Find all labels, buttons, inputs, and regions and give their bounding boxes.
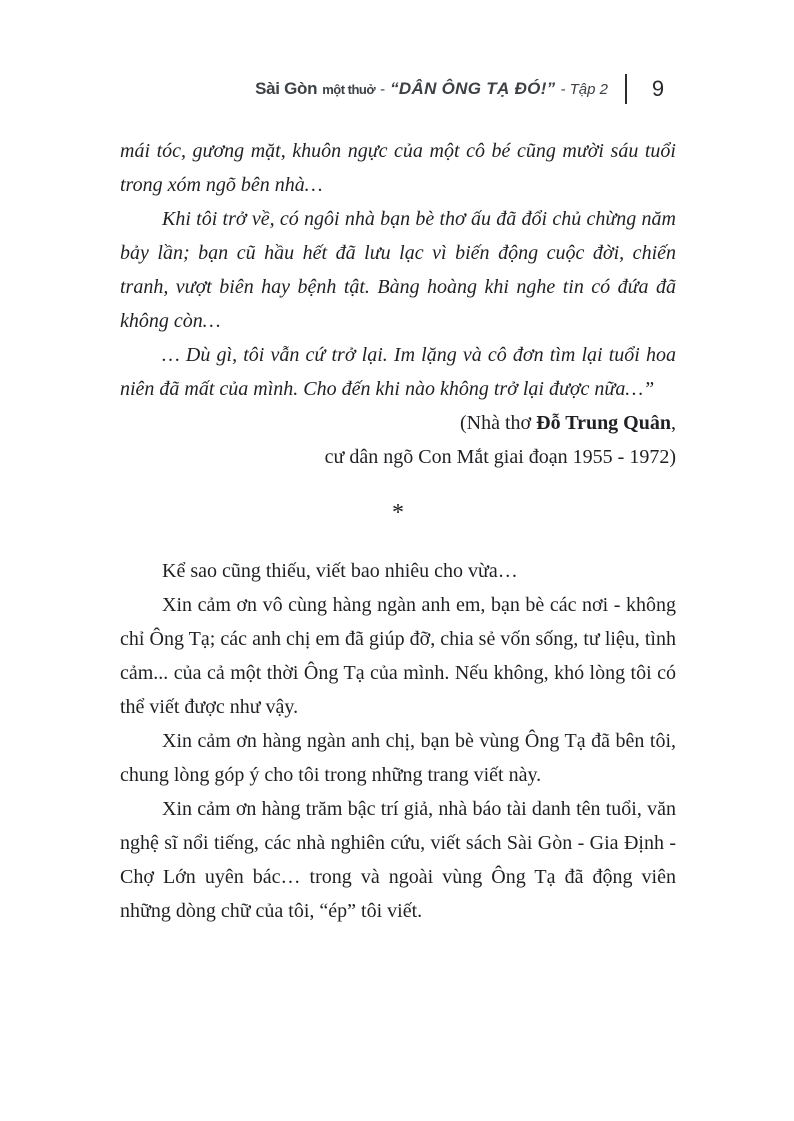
attribution-detail: cư dân ngõ Con Mắt giai đoạn 1955 - 1972) xyxy=(324,446,676,468)
quote-paragraph: Khi tôi trở về, có ngôi nhà bạn bè thơ ấu đã đổi chủ chừng năm bảy lần; bạn cũ hầu hết đã lưu lạc vì biến động cuộc đời, chiến tranh, vượt biên hay bệnh tật. Bàng hoàng khi nghe tin có đứa đã không còn… xyxy=(120,208,676,332)
book-title: “DÂN ÔNG TẠ ĐÓ!” xyxy=(390,79,556,98)
series-title-script: một thuở xyxy=(322,82,376,97)
body-paragraph: Xin cảm ơn vô cùng hàng ngàn anh em, bạn bè các nơi - không chỉ Ông Tạ; các anh chị em đã giúp đỡ, chia sẻ vốn sống, tư liệu, tình cảm... của cả một thời Ông Tạ của mình. Nếu không, khó lòng tôi có thể viết được như vậy. xyxy=(120,594,676,718)
title-separator: - xyxy=(380,81,386,98)
text-column xyxy=(120,134,676,928)
running-title xyxy=(255,79,608,99)
header-rule xyxy=(625,74,627,104)
quote-attribution xyxy=(120,406,676,474)
body-paragraph: Kể sao cũng thiếu, viết bao nhiêu cho vừa… xyxy=(162,560,518,582)
quote-paragraph: … Dù gì, tôi vẫn cứ trở lại. Im lặng và cô đơn tìm lại tuổi hoa niên đã mất của mình. Cho đến khi nào không trở lại được nữa…” xyxy=(120,344,676,400)
section-divider-asterisk: * xyxy=(392,500,404,526)
quote-paragraph: mái tóc, gương mặt, khuôn ngực của một cô bé cũng mười sáu tuổi trong xóm ngõ bên nhà… xyxy=(120,140,676,196)
page-number: 9 xyxy=(651,76,665,101)
body-paragraph: Xin cảm ơn hàng trăm bậc trí giả, nhà báo tài danh tên tuổi, văn nghệ sĩ nổi tiếng, các nhà nghiên cứu, viết sách Sài Gòn - Gia Định - Chợ Lớn uyên bác… trong và ngoài vùng Ông Tạ đã động viên những dòng chữ của tôi, “ép” tôi viết. xyxy=(120,798,676,922)
attribution-comma: , xyxy=(671,412,676,434)
series-title-bold: Sài Gòn xyxy=(255,79,318,98)
volume-label: - Tập 2 xyxy=(560,81,608,98)
body-paragraph: Xin cảm ơn hàng ngàn anh chị, bạn bè vùng Ông Tạ đã bên tôi, chung lòng góp ý cho tôi trong những trang viết này. xyxy=(120,730,676,786)
page-header xyxy=(120,74,676,104)
attribution-author-name: Đỗ Trung Quân xyxy=(536,412,671,434)
attribution-prefix: (Nhà thơ xyxy=(460,412,537,434)
